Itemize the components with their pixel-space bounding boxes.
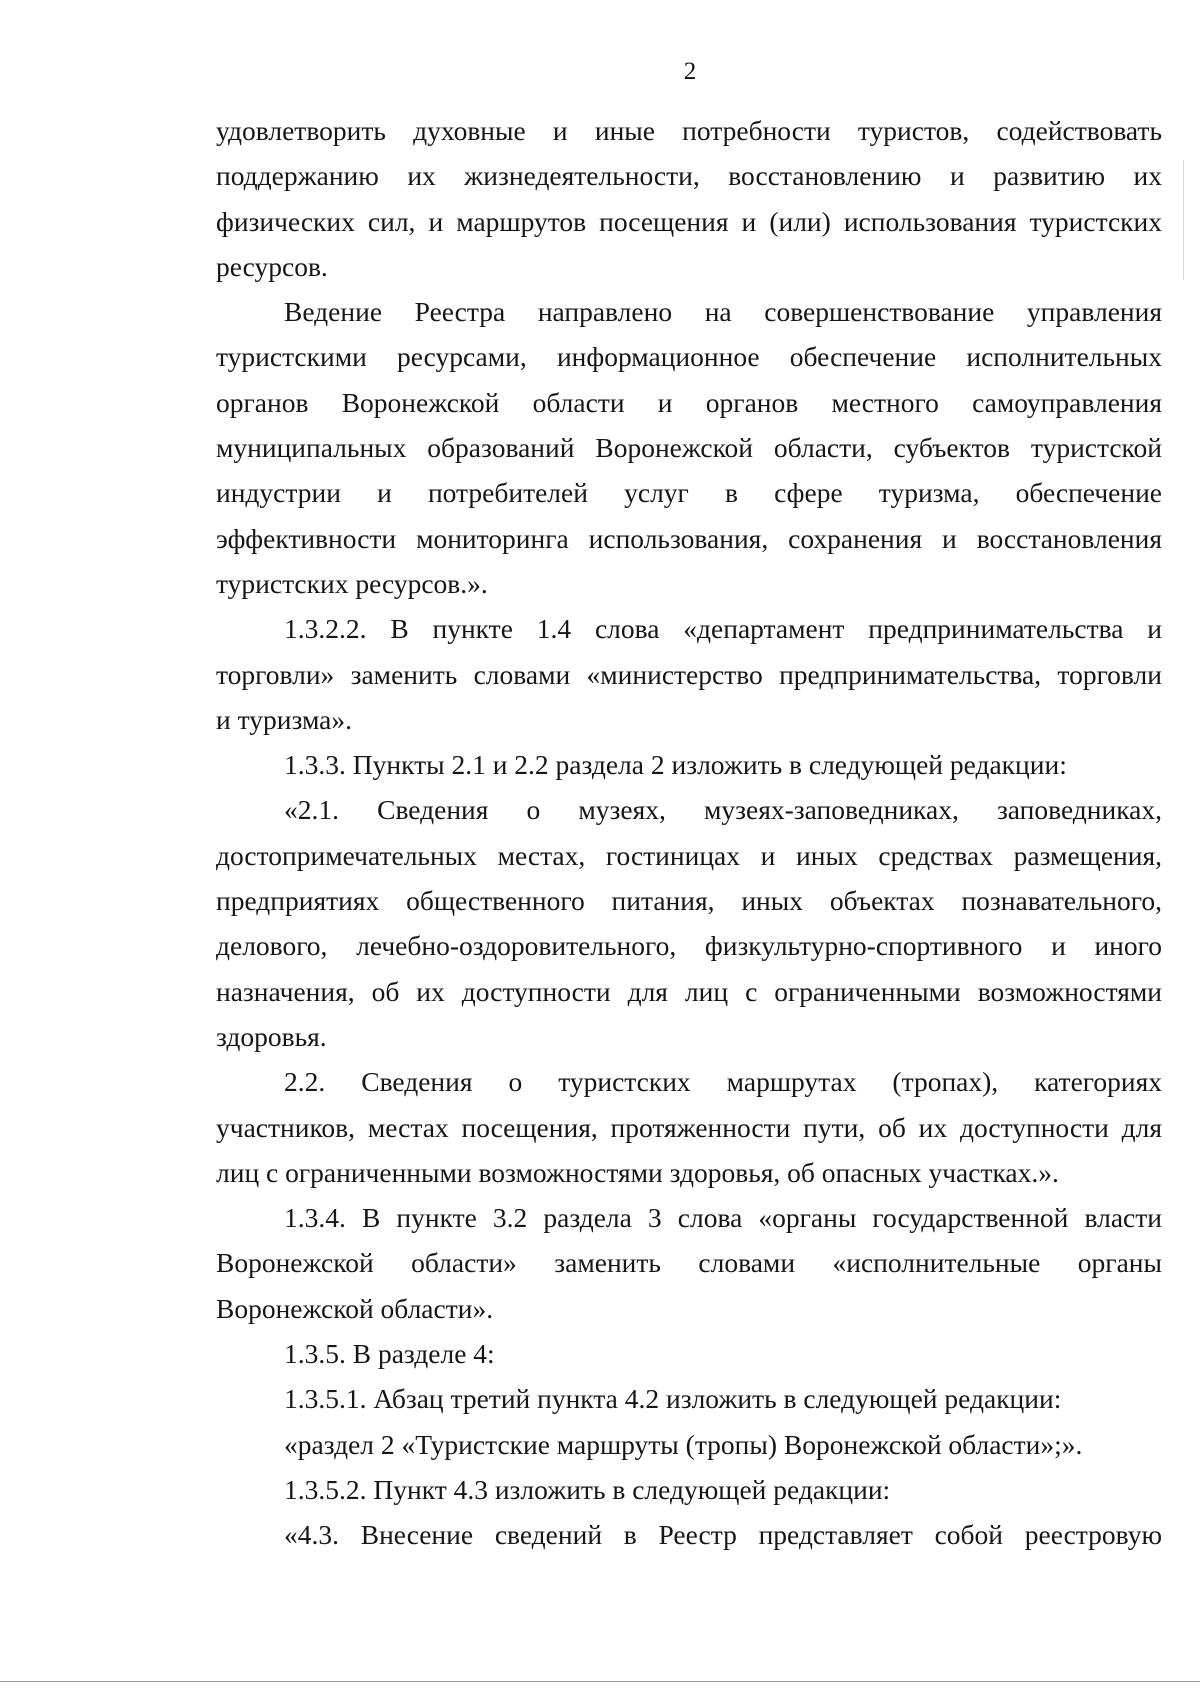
page-number: 2 <box>683 58 697 85</box>
text-line: эффективности мониторинга использования, сохранения и восстановления <box>216 522 1162 554</box>
text-line: удовлетворить духовные и иные потребности туристов, содействовать <box>216 115 1162 146</box>
text-line: органов Воронежской области и органов местного самоуправления <box>216 386 1162 418</box>
text-line: физических сил, и маршрутов посещения и (или) использования туристских <box>216 205 1162 237</box>
scan-edge-line <box>0 1681 1200 1682</box>
text-line: 1.3.5. В разделе 4: <box>284 1338 495 1370</box>
text-line: достопримечательных местах, гостиницах и иных средствах размещения, <box>216 839 1162 871</box>
scan-artifact <box>1183 160 1184 280</box>
text-line: 1.3.4. В пункте 3.2 раздела 3 слова «органы государственной власти <box>284 1202 1162 1234</box>
text-line: назначения, об их доступности для лиц с ограниченными возможностями <box>216 975 1162 1007</box>
text-line: «раздел 2 «Туристские маршруты (тропы) Воронежской области»;». <box>284 1428 1083 1460</box>
text-line: муниципальных образований Воронежской области, субъектов туристской <box>216 432 1162 464</box>
text-line: туристских ресурсов.». <box>216 567 488 599</box>
text-line: делового, лечебно-оздоровительного, физкультурно-спортивного и иного <box>216 930 1162 962</box>
text-line: и туризма». <box>216 703 352 735</box>
text-line: торговли» заменить словами «министерство предпринимательства, торговли <box>216 658 1162 690</box>
text-line: туристскими ресурсами, информационное обеспечение исполнительных <box>216 341 1162 373</box>
text-line: предприятиях общественного питания, иных объектах познавательного, <box>216 885 1162 917</box>
text-line: «2.1. Сведения о музеях, музеях-заповедниках, заповедниках, <box>284 794 1162 826</box>
text-line: Ведение Реестра направлено на совершенствование управления <box>284 296 1162 328</box>
text-line: здоровья. <box>216 1020 327 1052</box>
text-line: 1.3.2.2. В пункте 1.4 слова «департамент предпринимательства и <box>284 613 1162 645</box>
text-line: Воронежской области» заменить словами «исполнительные органы <box>216 1247 1162 1279</box>
text-line: поддержанию их жизнедеятельности, восстановлению и развитию их <box>216 160 1162 192</box>
text-line: лиц с ограниченными возможностями здоровья, об опасных участках.». <box>216 1156 1059 1188</box>
text-line: ресурсов. <box>216 250 328 282</box>
text-line: 2.2. Сведения о туристских маршрутах (тропах), категориях <box>284 1066 1162 1098</box>
text-line: «4.3. Внесение сведений в Реестр представляет собой реестровую <box>284 1519 1162 1551</box>
text-line: 1.3.5.2. Пункт 4.3 изложить в следующей редакции: <box>284 1473 891 1505</box>
text-line: 1.3.3. Пункты 2.1 и 2.2 раздела 2 изложить в следующей редакции: <box>284 749 1067 781</box>
document-body <box>216 108 1162 1558</box>
text-line: Воронежской области». <box>216 1292 494 1324</box>
text-line: участников, местах посещения, протяженности пути, об их доступности для <box>216 1111 1162 1143</box>
text-line: 1.3.5.1. Абзац третий пункта 4.2 изложить в следующей редакции: <box>284 1383 1062 1415</box>
text-line: индустрии и потребителей услуг в сфере туризма, обеспечение <box>216 477 1162 509</box>
